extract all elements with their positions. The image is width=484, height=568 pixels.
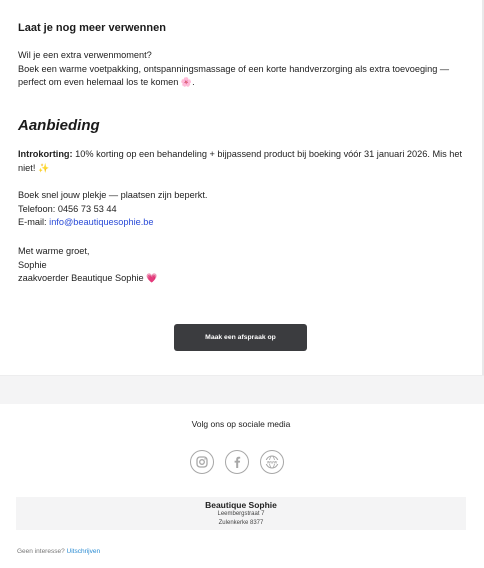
website-icon[interactable] <box>260 450 284 474</box>
booking-line: Boek snel jouw plekje — plaatsen zijn beperkt. <box>18 190 208 200</box>
booking-paragraph <box>18 189 468 230</box>
unsubscribe-link[interactable]: Uitschrijven <box>66 548 101 555</box>
facebook-icon[interactable] <box>225 450 249 474</box>
greeting: Met warme groet, <box>18 246 90 256</box>
follow-text: Volg ons op sociale media <box>191 419 291 429</box>
email-link[interactable]: info@beautiquesophie.be <box>49 217 154 227</box>
phone-line: Telefoon: 0456 73 53 44 <box>18 203 117 214</box>
offer-paragraph <box>18 148 468 175</box>
promo-text-wrap: Boek een warme voetpakking, ontspanningsmassage of een korte handverzorging als extra toevoeging — perfect om even helemaal los te komen 🌸. <box>18 63 450 87</box>
promo-text: Boek een warme voetpakking, ontspanningsmassage of een korte handverzorging als extra toevoeging — perfect om even helemaal los te komen <box>18 63 450 87</box>
unsubscribe <box>17 548 100 555</box>
city: Zulenkerke 8377 <box>218 520 264 526</box>
promo-paragraph <box>18 49 468 90</box>
unsubscribe-prefix: Geen interesse? <box>17 548 65 555</box>
sparkle-icon: ✨ <box>37 162 50 173</box>
business-name: Beautique Sophie <box>205 500 277 510</box>
svg-text:WWW: WWW <box>266 460 278 465</box>
email-label: E-mail: <box>18 217 47 227</box>
street: Leembergstraat 7 <box>217 511 265 517</box>
book-appointment-button[interactable]: Maak een afspraak op <box>174 324 307 351</box>
social-icons <box>190 450 290 476</box>
promo-question: Wil je een extra verwenmoment? <box>18 50 152 60</box>
heart-icon: 💗 <box>146 273 158 283</box>
offer-label: Introkorting: <box>18 149 73 159</box>
signoff <box>18 245 468 286</box>
flower-icon: 🌸 <box>180 77 193 87</box>
email-line <box>18 216 468 230</box>
offer-heading: Aanbieding <box>18 117 100 134</box>
instagram-icon[interactable] <box>190 450 214 474</box>
offer-text: 10% korting op een behandeling + bijpassend product bij boeking vóór 31 januari 2026. Mis het niet! <box>18 149 463 173</box>
divider <box>0 375 484 376</box>
promo-heading: Laat je nog meer verwennen <box>18 22 166 34</box>
business-address <box>16 497 466 530</box>
sender-role-line <box>18 272 468 286</box>
sender-name: Sophie <box>18 259 47 270</box>
sender-role: zaakvoerder Beautique Sophie <box>18 273 144 283</box>
